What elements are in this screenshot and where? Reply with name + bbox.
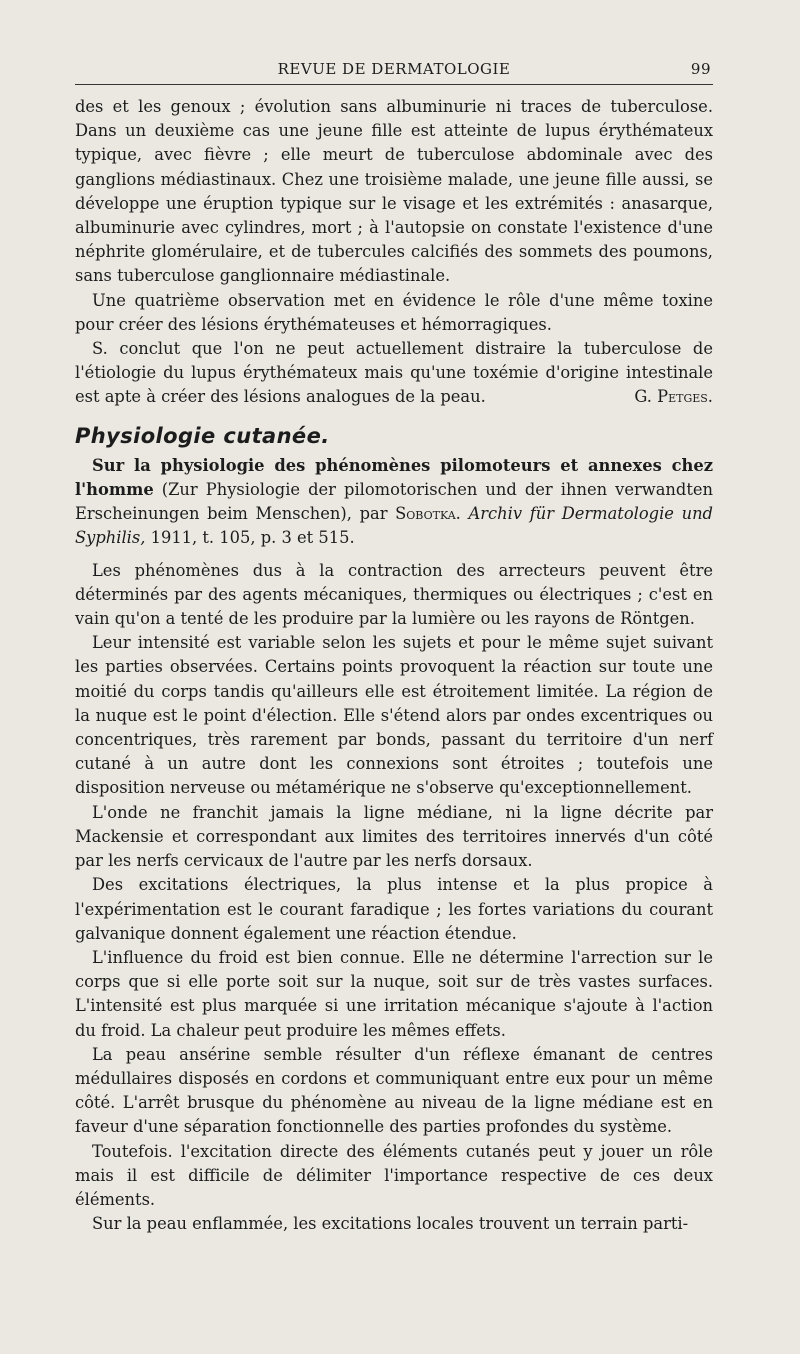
article-author: Sobotka	[395, 504, 456, 524]
paragraph: Sur la peau enflammée, les excitations locales trouvent un terrain parti-	[92, 1214, 689, 1234]
paragraph	[75, 337, 713, 410]
body-text	[75, 95, 713, 1236]
article-subtitle: (Zur Physiologie der pilomotorischen und der ihnen verwandten Erscheinungen beim Menschen), par	[75, 480, 713, 524]
running-header	[75, 50, 713, 85]
article-title: Sur la physiologie des phénomènes pilomoteurs et annexes chez l'homme	[75, 455, 713, 500]
paragraph: Des excitations électriques, la plus intense et la plus propice à l'expérimentation est le courant faradique ; les fortes variations du courant galvanique donnent également une réaction étendue.	[75, 875, 713, 943]
journal-name: Archiv für Dermatologie und Syphilis,	[75, 504, 713, 548]
paragraph: L'onde ne franchit jamais la ligne médiane, ni la ligne décrite par Mackensie et correspondant aux limites des territoires innervés d'un côté par les nerfs cervicaux de l'autre par les nerfs dorsaux.	[75, 802, 713, 871]
paragraph: La peau ansérine semble résulter d'un réflexe émanant de centres médullaires disposés en cordons et communiquant entre eux pour un même côté. L'arrêt brusque du phénomène au niveau de la ligne médiane est en faveur d'une séparation fonctionnelle des parties profondes du système.	[75, 1044, 713, 1137]
journal-reference: 1911, t. 105, p. 3 et 515.	[145, 528, 355, 548]
article-citation: Sur la physiologie des phénomènes pilomoteurs et annexes chez l'homme (Zur Physiologie der pilomotorischen und der ihnen verwandten Erscheinungen beim Menschen), par Sobotka. Archiv für Dermatologie und Syphilis, 1911, t. 105, p. 3 et 515.	[75, 455, 713, 548]
paragraph: Leur intensité est variable selon les sujets et pour le même sujet suivant les parties observées. Certains points provoquent la réaction sur toute une moitié du corps tandis qu'ailleurs elle est étroitement limitée. La région de la nuque est le point d'élection. Elle s'étend alors par ondes excentriques ou concentriques, très rarement par bonds, passant du territoire d'un nerf cutané à un autre dont les connexions sont étroites ; toutefois une disposition nerveuse ou métamérique ne s'observe qu'exceptionnellement.	[75, 633, 713, 798]
section-heading: Physiologie cutanée.	[75, 423, 330, 448]
paragraph: Les phénomènes dus à la contraction des arrecteurs peuvent être déterminés par des agents mécaniques, thermiques ou électriques ; c'est en vain qu'on a tenté de les produire par la lumière ou les rayons de Röntgen.	[75, 560, 713, 629]
paragraph-text: S. conclut que l'on ne peut actuellement distraire la tuberculose de l'étiologie du lupus érythémateux mais qu'une toxémie d'origine intestinale est apte à créer des lésions analogues de la peau.	[75, 339, 713, 407]
paragraph: L'influence du froid est bien connue. Elle ne détermine l'arrection sur le corps que si elle porte soit sur la nuque, soit sur de très vastes surfaces. L'intensité est plus marquée si une irritation mécanique s'ajoute à l'action du froid. La chaleur peut produire les mêmes effets.	[75, 947, 713, 1040]
paragraph: Toutefois. l'excitation directe des éléments cutanés peut y jouer un rôle mais il est difficile de délimiter l'importance respective de ces deux éléments.	[75, 1141, 713, 1209]
paragraph: des et les genoux ; évolution sans albuminurie ni traces de tuberculose. Dans un deuxième cas une jeune fille est atteinte de lupus érythémateux typique, avec fièvre ; elle meurt de tuberculose abdominale avec des ganglions médiastinaux. Chez une troisième malade, une jeune fille aussi, se développe une éruption typique sur le visage et les extrémités : anasarque, albuminurie avec cylindres, mort ; à l'autopsie on constate l'existence d'une néphrite glomérulaire, et de tubercules calcifiés des sommets des poumons, sans tuberculose ganglionnaire médiastinale.	[75, 97, 713, 286]
journal-page	[75, 50, 713, 1236]
journal-title: REVUE DE DERMATOLOGIE	[277, 60, 511, 78]
author-signature: G. Petges.	[634, 387, 713, 407]
page-number: 99	[690, 60, 711, 78]
paragraph: Une quatrième observation met en évidence le rôle d'une même toxine pour créer des lésions érythémateuses et hémorragiques.	[75, 290, 713, 334]
